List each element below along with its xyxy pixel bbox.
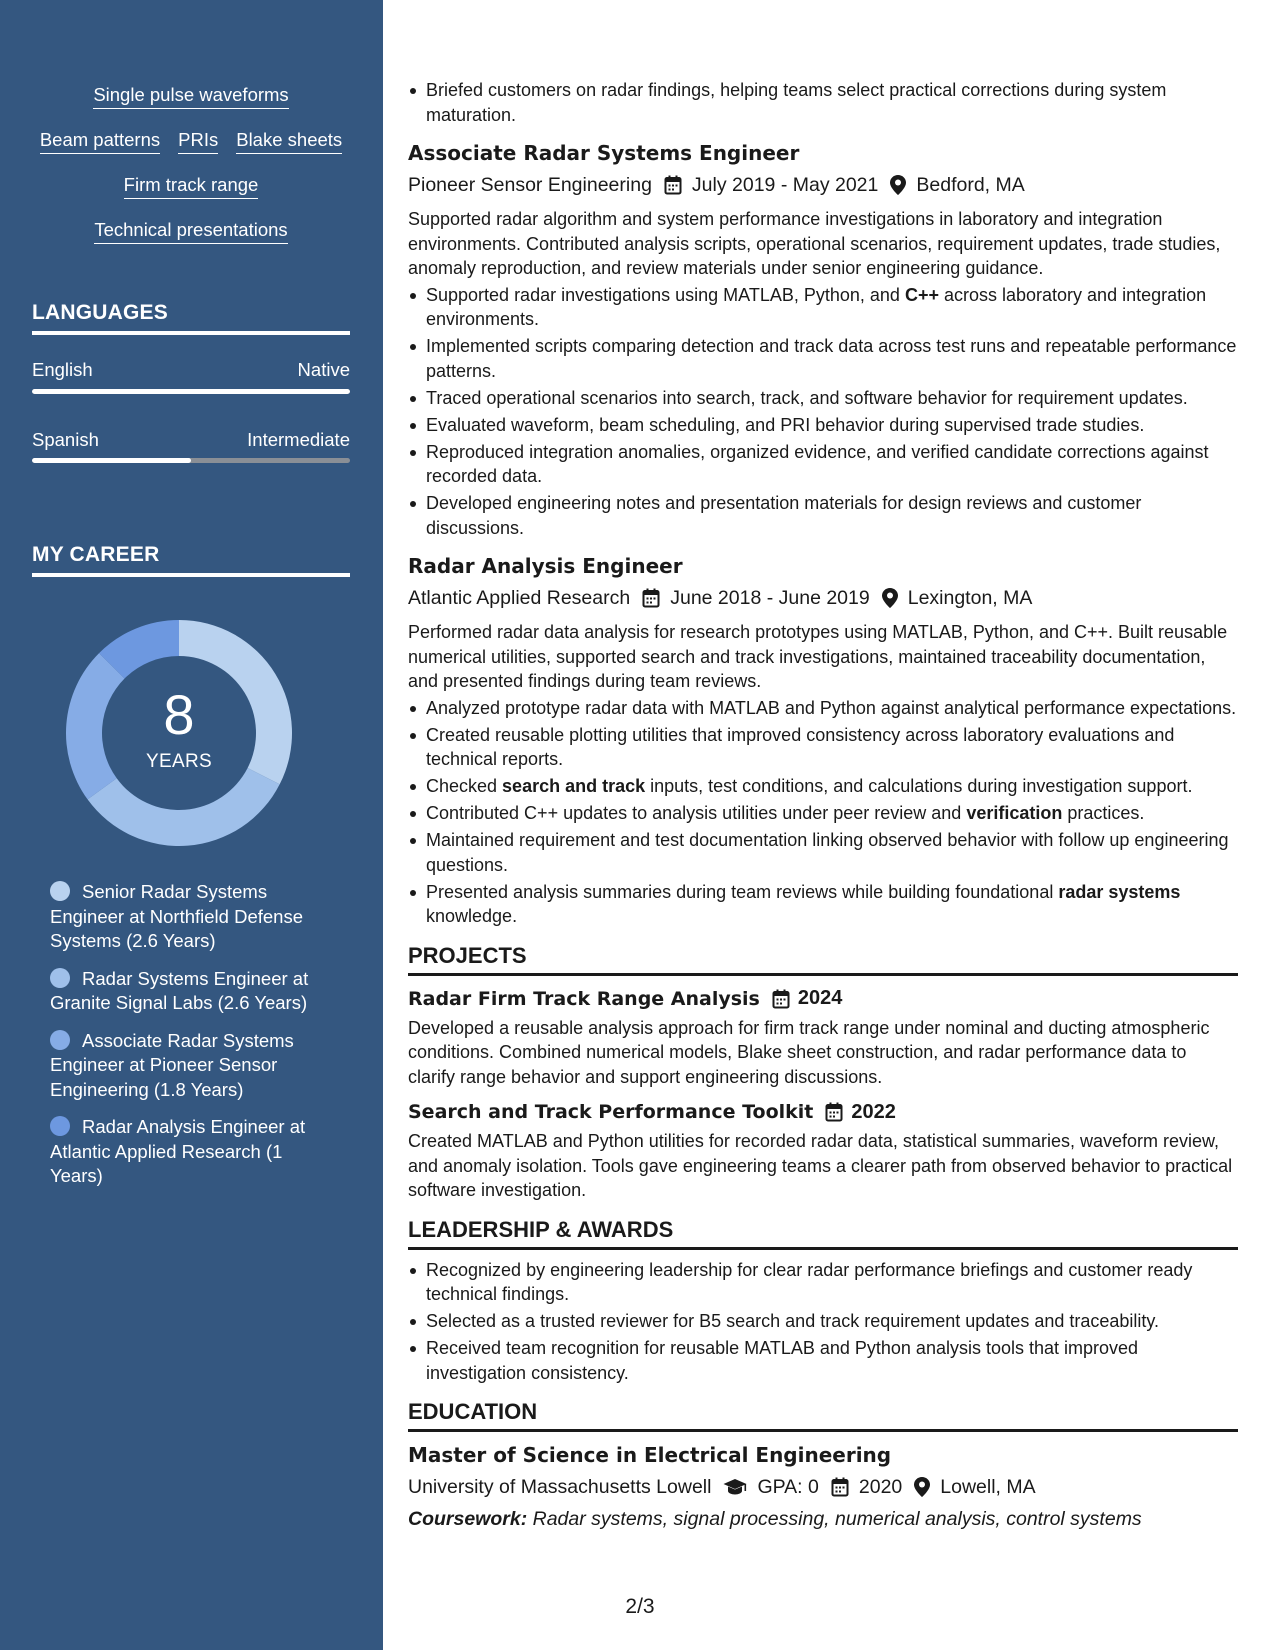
job-title: Associate Radar Systems Engineer xyxy=(408,141,800,165)
skill-row xyxy=(30,129,352,174)
job-location: Lexington, MA xyxy=(907,586,1033,609)
bullet-item: Developed engineering notes and presentation materials for design reviews and customer discussions. xyxy=(408,491,1238,540)
school-name: University of Massachusetts Lowell xyxy=(408,1475,712,1498)
skill-tag: Beam patterns xyxy=(40,129,160,154)
graduation-year: 2020 xyxy=(858,1475,903,1498)
career-heading: MY CAREER xyxy=(32,543,350,577)
project-description: Developed a reusable analysis approach for firm track range under nominal and ducting atmospheric conditions. Combined numerical models, Blake sheet construction, and radar performance data to clarify range behavior and support engineering discussions. xyxy=(408,1017,1210,1087)
career-total-number: 8 xyxy=(163,683,195,746)
job-summary: Performed radar data analysis for research prototypes using MATLAB, Python, and C++. Built reusable numerical utilities, supported search and track investigations, maintained traceability documentation, and presented findings during team reviews. xyxy=(408,622,1228,691)
language-proficiency-bar xyxy=(32,389,350,394)
degree-title: Master of Science in Electrical Engineering xyxy=(408,1443,892,1467)
bullet-item: Received team recognition for reusable MATLAB and Python analysis tools that improved investigation consistency. xyxy=(408,1336,1238,1385)
company-name: Atlantic Applied Research xyxy=(408,586,631,609)
project-year: 2022 xyxy=(851,1100,896,1123)
calendar-icon xyxy=(772,989,790,1009)
project-title-row xyxy=(408,1099,1238,1125)
career-legend-item xyxy=(50,1115,325,1189)
project-title: Radar Firm Track Range Analysis xyxy=(408,987,760,1010)
skill-row xyxy=(30,174,352,219)
location-pin-icon xyxy=(914,1477,930,1497)
carryover-bullets xyxy=(408,78,1238,127)
bullet-item: Reproduced integration anomalies, organized evidence, and verified candidate corrections against recorded data. xyxy=(408,440,1238,489)
calendar-icon xyxy=(664,175,682,195)
project-entry xyxy=(408,1099,1238,1203)
legend-dot xyxy=(50,1030,70,1050)
experience-entry xyxy=(408,553,1238,929)
bullet-item: Analyzed prototype radar data with MATLAB and Python against analytical performance expectations. xyxy=(408,696,1238,721)
leadership-heading: LEADERSHIP & AWARDS xyxy=(408,1217,1238,1250)
bullet-item: Created reusable plotting utilities that improved consistency across laboratory evaluations and technical reports. xyxy=(408,723,1238,772)
career-total xyxy=(66,620,292,846)
bullet-item: Evaluated waveform, beam scheduling, and PRI behavior during supervised trade studies. xyxy=(408,413,1238,438)
projects-heading: PROJECTS xyxy=(408,943,1238,976)
bullet-item: Contributed C++ updates to analysis utilities under peer review and verification practices. xyxy=(408,801,1238,826)
bullet-item: Implemented scripts comparing detection and track data across test runs and repeatable performance patterns. xyxy=(408,334,1238,383)
language-name: English xyxy=(32,359,93,380)
language-row xyxy=(32,429,350,451)
job-bullets xyxy=(408,283,1238,541)
skill-row xyxy=(30,219,352,264)
sidebar xyxy=(0,0,383,1650)
job-dates: June 2018 - June 2019 xyxy=(670,586,870,609)
project-year: 2024 xyxy=(797,987,843,1009)
gpa: GPA: 0 xyxy=(757,1475,819,1498)
language-proficiency-fill xyxy=(32,389,350,394)
skills-list xyxy=(30,84,352,264)
company-name: Pioneer Sensor Engineering xyxy=(408,173,652,196)
skill-tag: Blake sheets xyxy=(236,129,342,154)
calendar-icon xyxy=(642,588,660,608)
calendar-icon xyxy=(831,1477,849,1497)
language-row xyxy=(32,359,350,381)
skill-tag: PRIs xyxy=(178,129,218,154)
language-level: Intermediate xyxy=(247,429,350,450)
career-legend-text: Radar Systems Engineer at Granite Signal Labs (2.6 Years) xyxy=(50,967,309,1013)
page-number: 2/3 xyxy=(625,1595,655,1618)
legend-dot xyxy=(50,1116,70,1136)
languages-heading: LANGUAGES xyxy=(32,301,350,335)
job-meta xyxy=(408,171,1238,199)
bullet-item: Recognized by engineering leadership for clear radar performance briefings and customer ready technical findings. xyxy=(408,1258,1238,1307)
skill-tag: Single pulse waveforms xyxy=(93,84,288,109)
bullet-item: Maintained requirement and test documentation linking observed behavior with follow up engineering questions. xyxy=(408,828,1238,877)
language-level: Native xyxy=(297,359,350,380)
coursework-text: Radar systems, signal processing, numerical analysis, control systems xyxy=(532,1508,1142,1530)
job-location: Bedford, MA xyxy=(916,173,1025,196)
bullet-item: Briefed customers on radar findings, helping teams select practical corrections during system maturation. xyxy=(408,78,1238,127)
skill-row xyxy=(30,84,352,129)
bullet-item: Checked search and track inputs, test conditions, and calculations during investigation support. xyxy=(408,774,1238,799)
bullet-item: Supported radar investigations using MATLAB, Python, and C++ across laboratory and integration environments. xyxy=(408,283,1238,332)
language-proficiency-bar xyxy=(32,458,350,463)
career-legend-text: Associate Radar Systems Engineer at Pioneer Sensor Engineering (1.8 Years) xyxy=(50,1029,294,1100)
job-title: Radar Analysis Engineer xyxy=(408,554,683,578)
legend-dot xyxy=(50,968,70,988)
skill-tag: Technical presentations xyxy=(94,219,287,244)
career-total-unit: YEARS xyxy=(146,751,212,772)
career-legend-text: Radar Analysis Engineer at Atlantic Applied Research (1 Years) xyxy=(50,1116,306,1186)
location-pin-icon xyxy=(882,588,898,608)
career-legend-text: Senior Radar Systems Engineer at Northfield Defense Systems (2.6 Years) xyxy=(50,881,303,951)
experience-entry xyxy=(408,140,1238,540)
leadership-list xyxy=(408,1258,1238,1386)
education-heading: EDUCATION xyxy=(408,1399,1238,1432)
career-legend-item xyxy=(50,967,325,1016)
career-legend-item xyxy=(50,880,325,954)
project-entry xyxy=(408,986,1238,1090)
coursework-label: Coursework: xyxy=(408,1508,528,1530)
coursework xyxy=(408,1508,1238,1531)
job-dates: July 2019 - May 2021 xyxy=(691,173,879,196)
project-title: Search and Track Performance Toolkit xyxy=(408,1101,814,1123)
bullet-item: Selected as a trusted reviewer for B5 search and track requirement updates and traceability. xyxy=(408,1309,1238,1334)
job-bullets xyxy=(408,696,1238,929)
legend-dot xyxy=(50,881,70,901)
location-pin-icon xyxy=(890,175,906,195)
project-title-row xyxy=(408,986,1238,1012)
job-meta xyxy=(408,584,1238,612)
job-summary: Supported radar algorithm and system performance investigations in laboratory and integration environments. Contributed analysis scripts, operational scenarios, requirement updates, trade studies, anomaly reproduction, and review materials under senior engineering guidance. xyxy=(408,209,1221,278)
project-description: Created MATLAB and Python utilities for recorded radar data, statistical summaries, waveform review, and anomaly isolation. Tools gave engineering teams a clearer path from observed behavior to practical software investigation. xyxy=(408,1131,1233,1200)
graduation-cap-icon xyxy=(723,1478,747,1496)
bullet-item: Traced operational scenarios into search, track, and software behavior for requirement updates. xyxy=(408,386,1238,411)
language-proficiency-fill xyxy=(32,458,191,463)
education-meta xyxy=(408,1473,1238,1501)
language-name: Spanish xyxy=(32,429,99,450)
school-location: Lowell, MA xyxy=(940,1475,1036,1498)
calendar-icon xyxy=(825,1102,843,1122)
career-legend xyxy=(50,880,325,1202)
main-content xyxy=(408,78,1238,1531)
skill-tag: Firm track range xyxy=(124,174,259,199)
career-legend-item xyxy=(50,1029,325,1103)
bullet-item: Presented analysis summaries during team reviews while building foundational radar systems knowledge. xyxy=(408,880,1238,929)
